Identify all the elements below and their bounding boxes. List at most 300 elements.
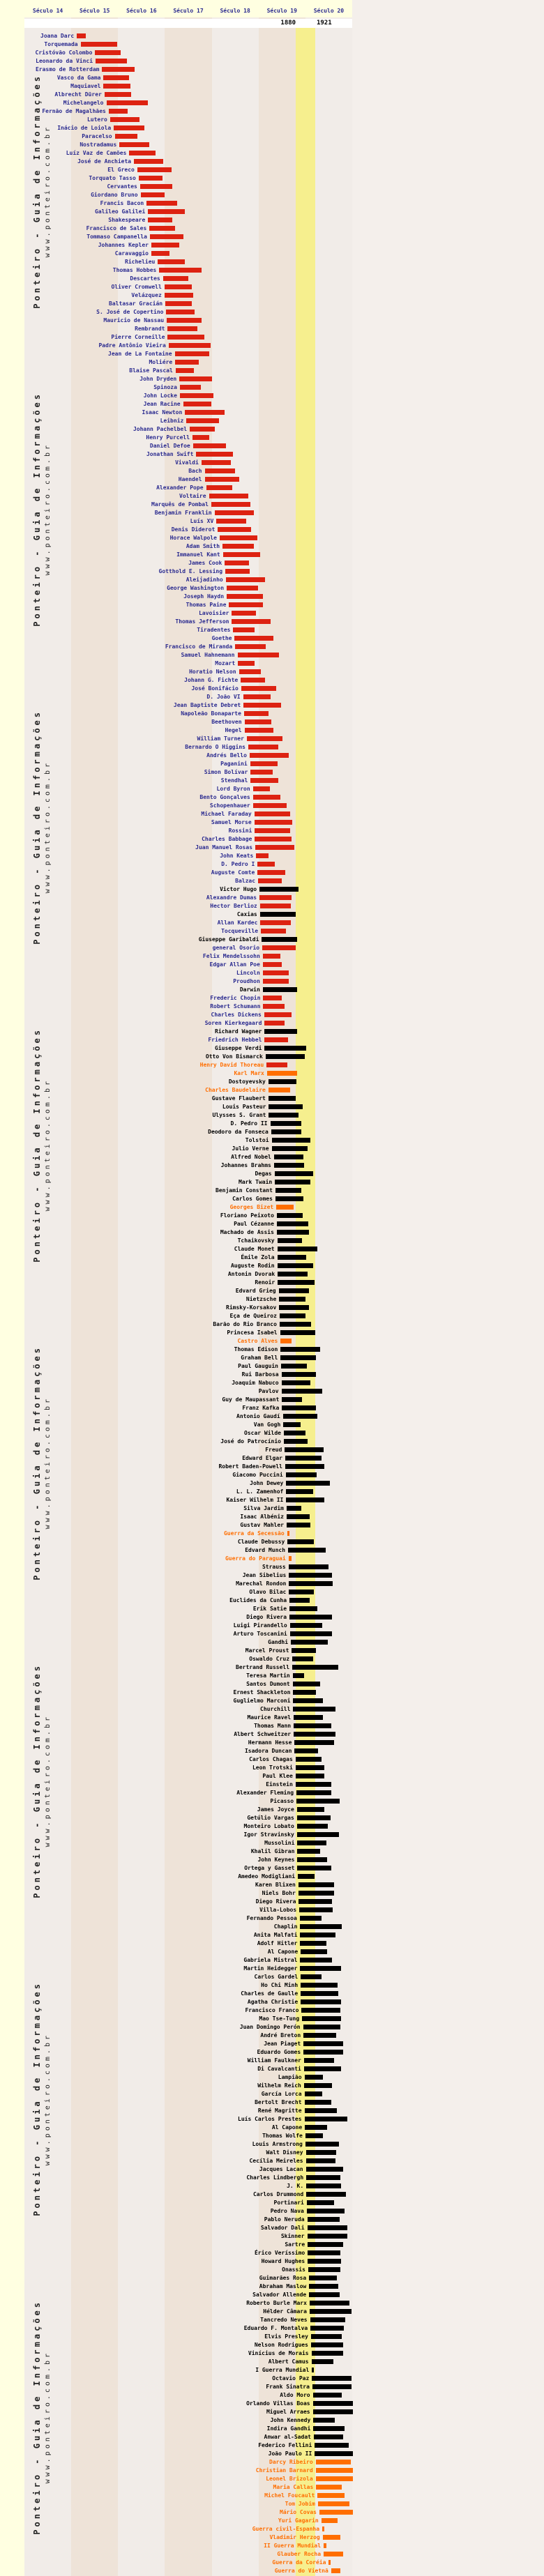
person-label: Anita Malfati: [253, 1932, 298, 1938]
century-header: Século 18: [220, 8, 250, 14]
person-label: Juan Domingo Perón: [239, 2024, 301, 2030]
lifespan-bar: [283, 1422, 301, 1427]
person-label: José do Patrocínio: [220, 1438, 281, 1445]
person-label: Beethoven: [211, 719, 242, 725]
person-label: Bertolt Brecht: [255, 2099, 302, 2105]
person-label: Louis Pasteur: [222, 1104, 266, 1110]
lifespan-bar: [296, 1790, 331, 1795]
person-label: Aleijadinho: [186, 577, 223, 583]
lifespan-bar: [318, 2501, 349, 2506]
person-label: Giordano Bruno: [91, 192, 138, 198]
lifespan-bar: [148, 218, 172, 222]
lifespan-bar: [294, 1740, 334, 1745]
lifespan-bar: [281, 1364, 307, 1369]
lifespan-bar: [294, 1748, 318, 1753]
lifespan-bar: [293, 1707, 335, 1712]
sidebar-brand-text: Ponteiro - Guia de Informações: [32, 1981, 42, 2217]
lifespan-bar: [314, 2434, 343, 2439]
person-label: Tiradentes: [197, 627, 231, 633]
lifespan-bar: [328, 2560, 331, 2565]
lifespan-bar: [109, 109, 128, 114]
lifespan-bar: [211, 502, 250, 507]
lifespan-bar: [297, 1824, 328, 1829]
lifespan-bar: [280, 1339, 292, 1343]
person-label: Albert Camus: [268, 2358, 309, 2365]
person-label: general Osorio: [212, 945, 260, 951]
person-label: André Breton: [260, 2032, 301, 2038]
person-label: Tocqueville: [221, 928, 259, 934]
century-stripe: [71, 17, 118, 2576]
lifespan-bar: [278, 1263, 314, 1268]
lifespan-bar: [316, 2460, 351, 2464]
lifespan-bar: [244, 711, 269, 716]
person-label: Thomas Jefferson: [175, 618, 229, 625]
lifespan-bar: [269, 1088, 290, 1092]
person-label: D. Pedro II: [230, 1120, 268, 1127]
lifespan-bar: [279, 1288, 309, 1293]
lifespan-bar: [77, 33, 86, 38]
lifespan-bar: [179, 376, 211, 381]
person-label: Einstein: [266, 1781, 293, 1788]
century-header: Século 16: [126, 8, 157, 14]
person-label: Paul Gauguin: [238, 1363, 278, 1369]
person-label: Vasco da Gama: [56, 75, 101, 81]
person-label: Benjamin Franklin: [154, 510, 212, 516]
lifespan-bar: [300, 1916, 322, 1921]
person-label: Gustave Flaubert: [211, 1095, 266, 1102]
person-label: Diego Rivera: [255, 1898, 296, 1905]
lifespan-bar: [250, 770, 273, 775]
lifespan-bar: [248, 745, 278, 749]
lifespan-bar: [309, 2284, 338, 2289]
person-label: Martin Heidegger: [243, 1965, 298, 1972]
person-label: Ernest Shackleton: [233, 1689, 291, 1695]
lifespan-bar: [305, 2108, 337, 2113]
person-label: Gustav Mahler: [240, 1522, 284, 1528]
person-label: Eça de Queiroz: [229, 1313, 277, 1319]
sidebar-url-text: www.ponteiro.com.br: [44, 761, 52, 894]
person-label: Pavlov: [258, 1388, 279, 1394]
lifespan-bar: [313, 2409, 353, 2414]
lifespan-bar: [180, 393, 213, 398]
lifespan-bar: [285, 1464, 324, 1469]
person-label: Torquato Tasso: [89, 175, 136, 181]
lifespan-bar: [150, 234, 183, 239]
person-label: Santos Dumont: [246, 1681, 290, 1687]
person-label: Karen Blixen: [255, 1882, 296, 1888]
person-label: Otto Von Bismarck: [205, 1053, 263, 1060]
person-label: Daniel Defoe: [149, 443, 190, 449]
person-label: Giuseppe Garibaldi: [198, 936, 259, 943]
person-label: René Magritte: [257, 2108, 302, 2114]
lifespan-bar: [316, 2485, 341, 2490]
lifespan-bar: [287, 1514, 310, 1519]
lifespan-bar: [286, 1472, 317, 1477]
lifespan-bar: [286, 1489, 313, 1494]
person-label: Alexander Pope: [156, 485, 204, 491]
sidebar-url-text: www.ponteiro.com.br: [44, 1079, 52, 1212]
person-label: Allan Kardec: [217, 920, 258, 926]
person-label: Freud: [265, 1447, 282, 1453]
person-label: Jean Sibelius: [242, 1572, 287, 1578]
lifespan-bar: [243, 703, 281, 708]
lifespan-bar: [105, 92, 131, 97]
lifespan-bar: [309, 2292, 340, 2297]
person-label: João Paulo II: [268, 2451, 312, 2457]
lifespan-bar: [277, 1213, 303, 1218]
person-label: Érico Veríssimo: [254, 2250, 305, 2256]
person-label: Chaplin: [273, 1923, 298, 1930]
person-label: Elvis Presley: [264, 2333, 308, 2340]
person-label: John Kennedy: [270, 2417, 311, 2423]
lifespan-bar: [312, 2359, 334, 2364]
person-label: Samuel Hahnemann: [181, 652, 235, 658]
person-label: Paracelso: [82, 133, 112, 139]
lifespan-bar: [263, 962, 282, 967]
lifespan-bar: [241, 678, 265, 683]
lifespan-bar: [280, 1322, 311, 1327]
person-label: Paul Cézanne: [234, 1221, 274, 1227]
person-label: Julio Verne: [232, 1145, 269, 1152]
person-label: Proudhon: [233, 978, 260, 984]
lifespan-bar: [301, 1949, 327, 1954]
lifespan-bar: [282, 1389, 322, 1394]
lifespan-bar: [290, 1631, 332, 1636]
lifespan-bar: [299, 1907, 333, 1912]
lifespan-bar: [316, 2476, 353, 2481]
person-label: Émile Zola: [241, 1254, 275, 1260]
person-label: Francisco de Miranda: [165, 643, 233, 650]
person-label: Joaquim Nabuco: [232, 1380, 279, 1386]
person-label: Marechal Rondon: [236, 1580, 287, 1587]
person-label: Luigi Pirandello: [233, 1622, 287, 1629]
person-label: Octavio Paz: [272, 2375, 310, 2381]
person-label: Luís Carlos Prestes: [238, 2116, 302, 2122]
person-label: Horace Walpole: [169, 535, 217, 541]
person-label: Claude Debussy: [237, 1539, 285, 1545]
person-label: Lord Byron: [216, 786, 250, 792]
person-label: Pedro Nava: [270, 2208, 304, 2214]
person-label: Salvador Allende: [252, 2292, 307, 2298]
person-label: Francisco de Sales: [86, 225, 147, 231]
person-label: Tolstoi: [245, 1137, 269, 1143]
person-label: Alexandre Dumas: [206, 894, 257, 901]
lifespan-bar: [322, 2518, 338, 2523]
lifespan-bar: [269, 1079, 296, 1084]
lifespan-bar: [294, 1715, 323, 1720]
person-label: Georges Bizet: [229, 1204, 274, 1210]
lifespan-bar: [227, 594, 263, 599]
person-label: Deodoro da Fonseca: [208, 1129, 269, 1135]
lifespan-bar: [287, 1539, 314, 1544]
person-label: Voltaire: [179, 493, 206, 499]
person-label: Leibniz: [160, 418, 184, 424]
person-label: Richard Wagner: [215, 1028, 262, 1035]
person-label: Orlando Villas Boas: [246, 2400, 310, 2407]
lifespan-bar: [305, 2091, 323, 2096]
person-label: Adolf Hitler: [257, 1940, 298, 1946]
lifespan-bar: [308, 2234, 348, 2239]
person-label: Jean de La Fontaine: [108, 351, 172, 357]
lifespan-bar: [255, 828, 290, 833]
lifespan-bar: [169, 343, 211, 348]
person-label: El Greco: [107, 167, 135, 173]
person-label: Vinícius de Morais: [248, 2350, 309, 2356]
lifespan-bar: [296, 1765, 324, 1770]
lifespan-bar: [286, 1481, 329, 1486]
person-label: Luís XV: [190, 518, 214, 524]
century-header: Século 17: [173, 8, 204, 14]
person-label: Thomas Wolfe: [262, 2133, 303, 2139]
lifespan-bar: [225, 561, 248, 565]
lifespan-bar: [165, 301, 192, 306]
lifespan-bar: [291, 1640, 328, 1645]
lifespan-bar: [238, 661, 255, 666]
person-label: Thomas Mann: [254, 1723, 292, 1729]
person-label: Alfred Nobel: [231, 1154, 271, 1160]
lifespan-bar: [253, 795, 281, 800]
lifespan-bar: [293, 1690, 315, 1695]
lifespan-bar: [159, 268, 202, 273]
person-label: Anwar al-Sadat: [264, 2434, 311, 2440]
sidebar-branding-block: [29, 350, 54, 668]
person-label: Roberto Burle Marx: [246, 2300, 307, 2306]
person-label: Princesa Isabel: [227, 1329, 278, 1336]
lifespan-bar: [278, 1280, 314, 1285]
person-label: Giacomo Puccini: [232, 1472, 283, 1478]
lifespan-bar: [255, 811, 290, 816]
person-label: Oliver Cromwell: [111, 284, 162, 290]
lifespan-bar: [286, 1497, 324, 1502]
lifespan-bar: [260, 904, 291, 908]
person-label: Graham Bell: [241, 1355, 278, 1361]
person-label: Joseph Haydn: [183, 593, 225, 600]
person-label: Kaiser Wilhelm II: [226, 1497, 284, 1503]
person-label: Lutero: [86, 116, 107, 123]
lifespan-bar: [300, 1941, 326, 1946]
person-label: Darwin: [239, 986, 260, 993]
person-label: Guy de Maupassant: [222, 1396, 280, 1403]
lifespan-bar: [266, 1054, 305, 1059]
person-label: Christian Barnard: [255, 2467, 313, 2474]
lifespan-bar: [310, 2301, 349, 2306]
person-label: Richelieu: [125, 259, 156, 265]
person-label: II Guerra Mundial: [264, 2543, 322, 2549]
lifespan-bar: [103, 84, 130, 89]
lifespan-bar: [292, 1665, 338, 1670]
lifespan-bar: [287, 1523, 310, 1527]
lifespan-bar: [289, 1581, 332, 1586]
lifespan-bar: [300, 1924, 341, 1929]
person-label: Carlos Gardel: [254, 1974, 299, 1980]
person-label: Franz Kafka: [242, 1405, 280, 1411]
lifespan-bar: [304, 2058, 335, 2063]
lifespan-bar: [315, 2443, 349, 2448]
lifespan-bar: [305, 2100, 332, 2105]
lifespan-bar: [272, 1146, 308, 1151]
lifespan-bar: [255, 837, 292, 841]
person-label: Al Capone: [271, 2124, 303, 2131]
lifespan-bar: [232, 611, 255, 616]
person-label: William Faulkner: [247, 2057, 301, 2064]
person-label: Carlos Gomes: [232, 1196, 273, 1202]
person-label: Cecília Meireles: [249, 2158, 303, 2164]
lifespan-bar: [247, 736, 282, 741]
person-label: Khalil Gibran: [250, 1848, 295, 1854]
lifespan-bar: [271, 1129, 302, 1134]
lifespan-bar: [261, 929, 286, 933]
person-label: Strauss: [262, 1564, 286, 1570]
lifespan-bar: [289, 1598, 310, 1603]
person-label: Jonathan Swift: [146, 451, 194, 457]
lifespan-bar: [166, 310, 194, 314]
lifespan-bar: [257, 870, 285, 875]
lifespan-bar: [306, 2158, 335, 2163]
lifespan-bar: [317, 2493, 345, 2498]
lifespan-bar: [206, 485, 233, 490]
sidebar-url-text: www.ponteiro.com.br: [44, 124, 52, 258]
person-label: Barão do Rio Branco: [213, 1321, 277, 1327]
person-label: Blaise Pascal: [129, 367, 173, 374]
lifespan-bar: [292, 1656, 313, 1661]
person-label: Stendhal: [220, 777, 248, 784]
person-label: Bernardo O Higgins: [185, 744, 245, 750]
lifespan-bar: [289, 1564, 328, 1569]
lifespan-bar: [222, 544, 254, 549]
person-label: Churchill: [260, 1706, 291, 1712]
lifespan-bar: [308, 2259, 341, 2264]
person-label: Bertrand Russell: [236, 1664, 290, 1670]
lifespan-bar: [175, 351, 210, 356]
lifespan-bar: [185, 410, 224, 415]
person-label: Igor Stravinsky: [243, 1831, 294, 1838]
lifespan-bar: [96, 59, 127, 63]
year-marker-1921: 1921: [316, 20, 332, 26]
lifespan-bar: [313, 2401, 353, 2406]
lifespan-bar: [253, 786, 270, 791]
lifespan-bar: [81, 42, 117, 47]
person-label: Charles Dickens: [211, 1012, 262, 1018]
person-label: Eduardo F. Montalva: [243, 2325, 308, 2331]
lifespan-bar: [134, 159, 163, 164]
person-label: Maria Callas: [273, 2484, 314, 2490]
person-label: Ho Chi Minh: [261, 1982, 299, 1988]
person-label: Guerra da Coréia: [272, 2559, 326, 2566]
person-label: Howard Hughes: [261, 2258, 305, 2264]
lifespan-bar: [297, 1840, 326, 1845]
person-label: Gotthold E. Lessing: [158, 568, 223, 574]
person-label: John Dewey: [250, 1480, 284, 1486]
lifespan-bar: [282, 1380, 310, 1385]
lifespan-bar: [176, 368, 194, 373]
person-label: I Guerra Mundial: [255, 2367, 310, 2373]
lifespan-bar: [253, 803, 287, 808]
person-label: Oscar Wilde: [244, 1430, 281, 1436]
lifespan-bar: [293, 1698, 322, 1703]
lifespan-bar: [282, 1405, 315, 1410]
year-marker-strip: [24, 19, 352, 28]
lifespan-bar: [293, 1682, 321, 1686]
lifespan-bar: [192, 435, 209, 440]
lifespan-bar: [267, 1071, 298, 1076]
lifespan-bar: [256, 853, 268, 858]
sidebar-brand-text: Ponteiro - Guia de Informações: [32, 391, 42, 627]
person-label: James Joyce: [257, 1806, 294, 1813]
person-label: Maurice Ravel: [247, 1714, 292, 1721]
person-label: Tancredo Neves: [260, 2317, 308, 2323]
lifespan-bar: [319, 2510, 353, 2515]
lifespan-bar: [296, 1757, 322, 1762]
lifespan-bar: [260, 912, 296, 917]
lifespan-bar: [259, 895, 292, 900]
lifespan-bar: [298, 1874, 315, 1879]
person-label: Felix Mendelssohn: [202, 953, 260, 959]
lifespan-bar: [278, 1238, 303, 1243]
lifespan-bar: [271, 1121, 301, 1126]
lifespan-bar: [193, 443, 227, 448]
person-label: Soren Kierkegaard: [204, 1020, 262, 1026]
lifespan-bar: [149, 226, 175, 231]
person-label: Lincoln: [236, 970, 260, 976]
lifespan-bar: [311, 2342, 343, 2347]
lifespan-bar: [146, 201, 177, 206]
lifespan-bar: [275, 1180, 310, 1184]
lifespan-bar: [262, 945, 296, 950]
person-label: Charles de Gaulle: [241, 1990, 299, 1997]
person-label: Floriano Peixoto: [220, 1212, 274, 1219]
lifespan-bar: [277, 1230, 309, 1235]
person-label: L. L. Zamenhof: [236, 1488, 284, 1495]
person-label: Erik Satie: [252, 1606, 287, 1612]
person-label: Thomas Hobbes: [112, 267, 157, 273]
lifespan-bar: [279, 1305, 309, 1310]
person-label: Villa-Lobos: [259, 1907, 297, 1913]
person-label: Mao Tse-Tung: [259, 2015, 300, 2022]
person-label: Cristóvão Colombo: [35, 49, 93, 56]
lifespan-bar: [312, 2384, 352, 2389]
person-label: Jean Piaget: [264, 2041, 301, 2047]
person-label: Abraham Maslow: [259, 2283, 307, 2289]
person-label: Erasmo de Rotterdam: [35, 66, 100, 73]
lifespan-bar: [303, 2041, 342, 2046]
person-label: Joana Darc: [40, 33, 75, 39]
lifespan-bar: [167, 318, 202, 323]
person-label: Arturo Toscanini: [233, 1631, 287, 1637]
person-label: Albert Schweitzer: [234, 1731, 292, 1737]
lifespan-bar: [103, 75, 129, 80]
sidebar-brand-text: Ponteiro - Guia de Informações: [32, 1028, 42, 1263]
person-label: Charles Baudelaire: [205, 1087, 266, 1093]
person-label: Antonio Gaudí: [236, 1413, 280, 1419]
person-label: Galileo Galilei: [95, 208, 146, 215]
lifespan-bar: [305, 2142, 339, 2147]
lifespan-bar: [305, 2133, 324, 2138]
person-label: Silva Jardim: [243, 1505, 284, 1511]
person-label: Jean Racine: [143, 401, 181, 407]
person-label: José Bonifácio: [191, 685, 239, 692]
person-label: Balzac: [235, 878, 256, 884]
person-label: Hermann Hesse: [248, 1739, 292, 1746]
person-label: Degas: [255, 1171, 272, 1177]
lifespan-bar: [292, 1648, 315, 1653]
lifespan-bar: [250, 761, 278, 766]
person-label: Velázquez: [131, 292, 162, 298]
person-label: Goethe: [211, 635, 232, 641]
person-label: Eduardo Gomes: [257, 2049, 301, 2055]
lifespan-bar: [308, 2250, 340, 2255]
person-label: Robert Schumann: [210, 1003, 261, 1009]
lifespan-bar: [308, 2242, 342, 2247]
